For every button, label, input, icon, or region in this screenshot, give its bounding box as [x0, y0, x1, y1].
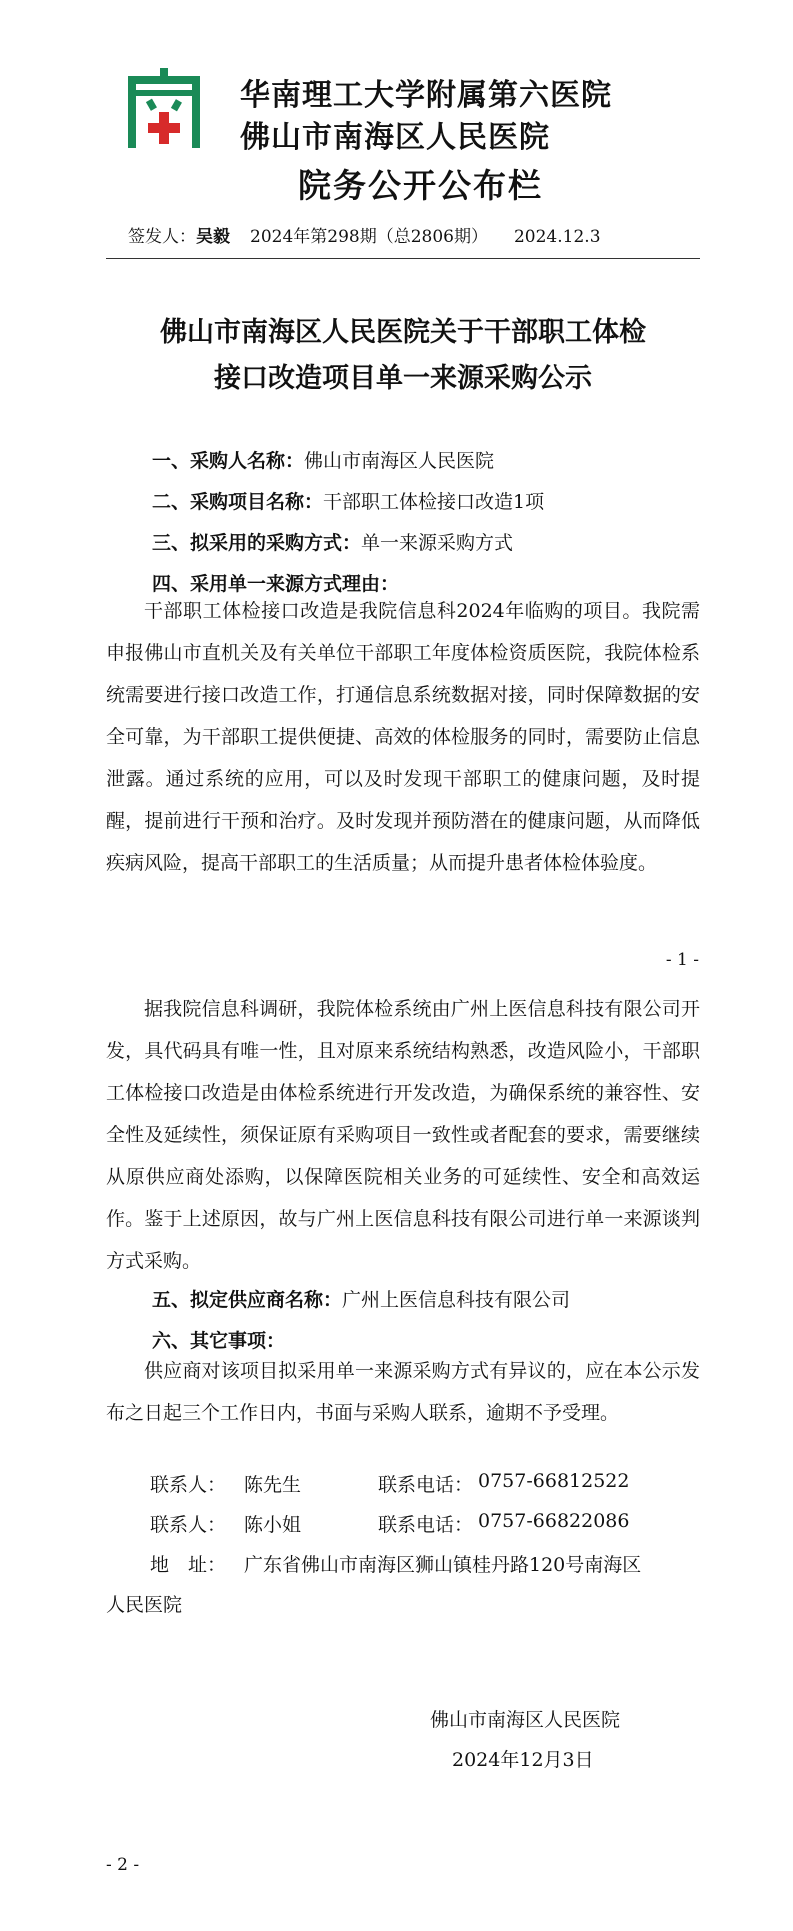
contact-2-phone-label: 联系电话：	[378, 1514, 474, 1536]
item-supplier	[152, 1285, 570, 1312]
institution-name-line1: 华南理工大学附属第六医院	[240, 78, 612, 113]
contact-1-phone-label: 联系电话：	[378, 1474, 474, 1496]
item-label: 四、采用单一来源方式理由：	[152, 573, 400, 595]
contact-1-label: 联系人：	[150, 1474, 227, 1496]
address-label: 地 址：	[150, 1554, 227, 1576]
issue-number: 2024年第298期（总2806期）	[250, 227, 488, 247]
notice-title-line2: 接口改造项目单一来源采购公示	[214, 363, 592, 394]
item-label: 一、采购人名称：	[152, 450, 305, 472]
contact-1-name: 陈先生	[244, 1474, 302, 1496]
research-paragraph: 据我院信息科调研，我院体检系统由广州上医信息科技有限公司开发，具代码具有唯一性，且对原来系统结构熟悉，改造风险小，干部职工体检接口改造是由体检系统进行开发改造，为确保系统的兼容性、安全性及延续性，须保证原有采购项目一致性或者配套的要求，需要继续从原供应商处添购，以保障医院相关业务的可延续性、安全和高效运作。鉴于上述原因，故与广州上医信息科技有限公司进行单一来源谈判方式采购。	[106, 998, 700, 1272]
item-value: 佛山市南海区人民医院	[304, 450, 495, 472]
item-label: 六、其它事项：	[152, 1330, 286, 1352]
reason-paragraph: 干部职工体检接口改造是我院信息科2024年临购的项目。我院需申报佛山市直机关及有关单位干部职工年度体检资质医院，我院体检系统需要进行接口改造工作，打通信息系统数据对接，同时保障数据的安全可靠，为干部职工提供便捷、高效的体检服务的同时，需要防止信息泄露。通过系统的应用，可以及时发现干部职工的健康问题，及时提醒，提前进行干预和治疗。及时发现并预防潜在的健康问题，从而降低疾病风险，提高干部职工的生活质量；从而提升患者体检体验度。	[106, 600, 700, 874]
item-label: 二、采购项目名称：	[152, 491, 324, 513]
signer-label: 签发人：	[128, 227, 196, 247]
contact-1-phone: 0757-66812522	[478, 1470, 630, 1492]
signer-name: 吴毅	[196, 227, 230, 247]
issue-date: 2024.12.3	[513, 227, 601, 247]
contact-2-label: 联系人：	[150, 1514, 227, 1536]
page-number-2: - 2 -	[106, 1855, 140, 1875]
item-label: 五、拟定供应商名称：	[152, 1289, 343, 1311]
page-number-1: - 1 -	[665, 950, 699, 970]
notice-title-line1: 佛山市南海区人民医院关于干部职工体检	[160, 317, 646, 348]
item-purchaser	[152, 446, 494, 473]
item-method	[152, 528, 513, 555]
address-line2: 人民医院	[106, 1594, 183, 1616]
bulletin-board-title: 院务公开公布栏	[298, 166, 543, 205]
item-value: 广州上医信息科技有限公司	[342, 1289, 571, 1311]
footer-organization: 佛山市南海区人民医院	[430, 1709, 621, 1731]
header-divider	[106, 258, 700, 259]
item-other-heading	[152, 1326, 285, 1353]
footer-date: 2024年12月3日	[452, 1749, 594, 1771]
address-line1: 广东省佛山市南海区狮山镇桂丹路120号南海区	[244, 1554, 642, 1576]
item-value: 干部职工体检接口改造1项	[323, 491, 545, 513]
hospital-logo	[128, 68, 200, 148]
contact-2-name: 陈小姐	[244, 1514, 302, 1536]
contact-2-phone: 0757-66822086	[478, 1510, 630, 1532]
objection-paragraph: 供应商对该项目拟采用单一来源采购方式有异议的，应在本公示发布之日起三个工作日内，书面与采购人联系，逾期不予受理。	[106, 1360, 700, 1424]
issue-info	[128, 222, 601, 247]
item-project	[152, 487, 544, 514]
item-value: 单一来源采购方式	[361, 532, 514, 554]
item-label: 三、拟采用的采购方式：	[152, 532, 362, 554]
institution-name-line2: 佛山市南海区人民医院	[240, 120, 550, 155]
